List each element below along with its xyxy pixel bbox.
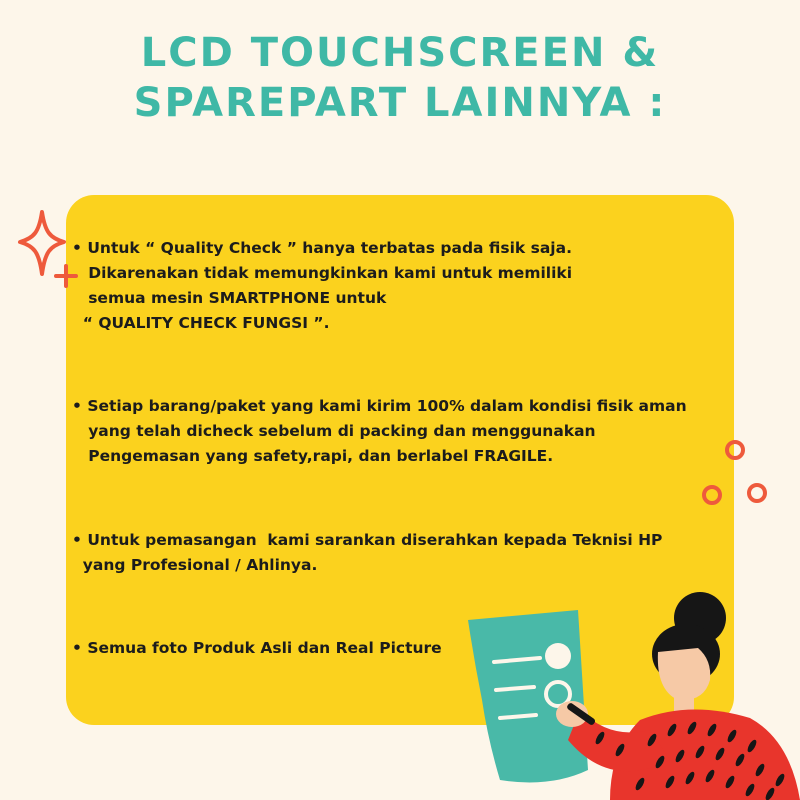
note-line: Dikarenakan tidak memungkinkan kami untuk memiliki [88, 264, 573, 282]
note-line: yang telah dicheck sebelum di packing dan menggunakan [88, 422, 596, 440]
note-line: Setiap barang/paket yang kami kirim 100% dalam kondisi fisik aman [87, 397, 687, 415]
note-line: Untuk pemasangan kami sarankan diserahkan kepada Teknisi HP [87, 531, 663, 549]
note-packaging [72, 394, 687, 469]
bullet: • [72, 239, 82, 257]
bullet: • [72, 531, 82, 549]
note-line: Untuk “ Quality Check ” hanya terbatas pada fisik saja. [87, 239, 572, 257]
note-line: Semua foto Produk Asli dan Real Picture [87, 639, 442, 657]
note-real-picture [72, 636, 442, 661]
circle-decoration-icon [690, 430, 780, 520]
note-line: “ QUALITY CHECK FUNGSI ”. [82, 314, 330, 332]
bullet: • [72, 639, 82, 657]
note-line: yang Profesional / Ahlinya. [82, 556, 318, 574]
title-line-2: SPAREPART LAINNYA : [133, 80, 667, 126]
note-quality-check [72, 236, 572, 336]
note-line: Pengemasan yang safety,rapi, dan berlabel FRAGILE. [88, 447, 554, 465]
page-title [0, 28, 800, 128]
note-installation [72, 528, 662, 578]
person-with-checklist-illustration [460, 590, 800, 800]
title-line-1: LCD TOUCHSCREEN & [140, 30, 660, 76]
bullet: • [72, 397, 82, 415]
note-line: semua mesin SMARTPHONE untuk [88, 289, 387, 307]
